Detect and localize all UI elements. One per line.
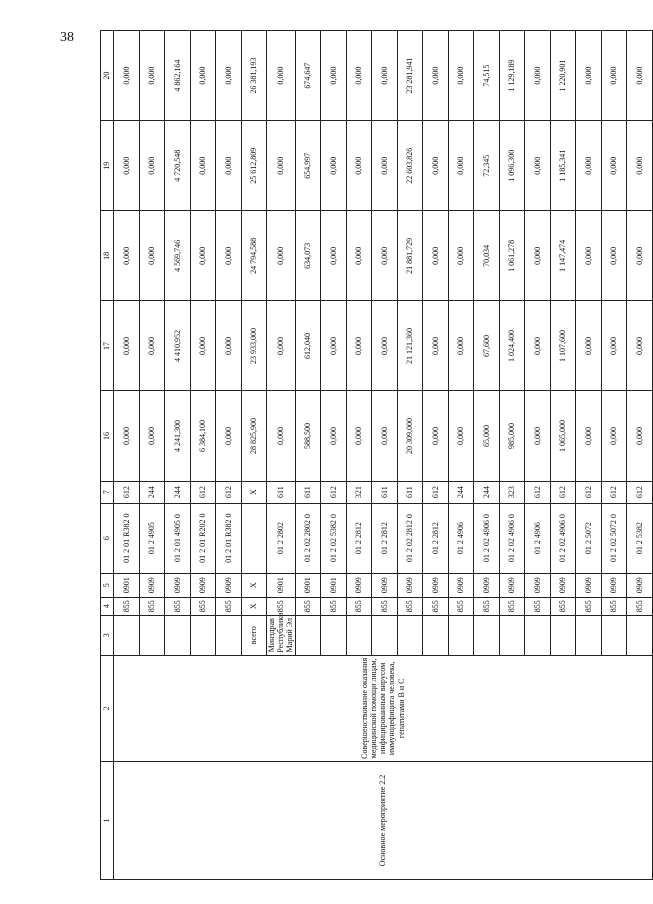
cell-c3 (165, 615, 191, 655)
cell-c4: 855 (295, 597, 321, 615)
cell-c3 (448, 615, 474, 655)
cell-c18: 0,000 (601, 211, 627, 301)
cell-c4: 855 (346, 597, 372, 615)
cell-c17: 0,000 (372, 301, 398, 391)
cell-c17: 67,600 (474, 301, 500, 391)
cell-c19: 1 185,341 (550, 121, 576, 211)
cell-c5: 0909 (525, 573, 551, 597)
cell-c18: 70,034 (474, 211, 500, 301)
cell-c3 (576, 615, 602, 655)
cell-c4: 855 (448, 597, 474, 615)
cell-c20: 0,000 (372, 31, 398, 121)
cell-c7: 612 (576, 481, 602, 503)
cell-c16: 4 241,300 (165, 391, 191, 481)
cell-c7: 244 (448, 481, 474, 503)
cell-c17: 0,000 (321, 301, 347, 391)
cell-c19: 4 720,548 (165, 121, 191, 211)
cell-c20: 23 281,941 (397, 31, 423, 121)
cell-c16: 28 825,900 (241, 391, 267, 481)
cell-c6: 01 2 2812 (423, 503, 449, 573)
cell-c17: 0,000 (627, 301, 653, 391)
cell-c3 (216, 615, 242, 655)
cell-c19: 0,000 (321, 121, 347, 211)
cell-c20: 74,515 (474, 31, 500, 121)
cell-c4: 855 (216, 597, 242, 615)
cell-c20: 0,000 (448, 31, 474, 121)
cell-c3: всего (241, 615, 267, 655)
cell-c5: 0901 (114, 573, 140, 597)
cell-c5: 0909 (372, 573, 398, 597)
cell-c5: 0909 (423, 573, 449, 597)
cell-c3 (372, 615, 398, 655)
cell-c18: 0,000 (216, 211, 242, 301)
cell-c18: 24 794,588 (241, 211, 267, 301)
column-header: 1 (101, 761, 114, 879)
cell-c3 (114, 615, 140, 655)
cell-c19: 0,000 (190, 121, 216, 211)
cell-c17: 612,040 (295, 301, 321, 391)
cell-c18: 0,000 (525, 211, 551, 301)
cell-c4: 855 (190, 597, 216, 615)
cell-c18: 0,000 (423, 211, 449, 301)
column-header: 16 (101, 391, 114, 481)
cell-c17: 23 933,000 (241, 301, 267, 391)
cell-c19: 0,000 (216, 121, 242, 211)
cell-c20: 0,000 (267, 31, 296, 121)
cell-c7: 321 (346, 481, 372, 503)
cell-c18: 0,000 (627, 211, 653, 301)
cell-c3 (601, 615, 627, 655)
column-header: 6 (101, 503, 114, 573)
cell-c4: 855 (139, 597, 165, 615)
cell-c5: 0909 (346, 573, 372, 597)
cell-c20: 1 129,189 (499, 31, 525, 121)
cell-c19: 25 612,809 (241, 121, 267, 211)
cell-c20: 0,000 (601, 31, 627, 121)
cell-c17: 0,000 (601, 301, 627, 391)
cell-c7: 612 (601, 481, 627, 503)
column-header: 3 (101, 615, 114, 655)
cell-c18: 0,000 (321, 211, 347, 301)
cell-c5: 0909 (216, 573, 242, 597)
cell-c7: 612 (627, 481, 653, 503)
cell-c20: 0,000 (576, 31, 602, 121)
cell-c4: 855 (423, 597, 449, 615)
cell-c5: 0901 (321, 573, 347, 597)
cell-c20: 0,000 (216, 31, 242, 121)
cell-c19: 72,345 (474, 121, 500, 211)
cell-c7: 611 (267, 481, 296, 503)
cell-c4: 855 (474, 597, 500, 615)
cell-c7: 244 (165, 481, 191, 503)
cell-c6: 01 2 02 2802 0 (295, 503, 321, 573)
cell-c16: 985,000 (499, 391, 525, 481)
cell-c6: 01 2 4905 (139, 503, 165, 573)
cell-c7: 612 (114, 481, 140, 503)
cell-c7: 611 (295, 481, 321, 503)
cell-c19: 0,000 (423, 121, 449, 211)
page-number: 38 (60, 30, 74, 45)
cell-c20: 0,000 (525, 31, 551, 121)
cell-c4: 855 (114, 597, 140, 615)
cell-c5: 0909 (139, 573, 165, 597)
cell-c19: 0,000 (346, 121, 372, 211)
cell-c7: X (241, 481, 267, 503)
cell-c7: 244 (474, 481, 500, 503)
column-header: 7 (101, 481, 114, 503)
cell-c20: 26 381,193 (241, 31, 267, 121)
cell-c6: 01 2 01 4905 0 (165, 503, 191, 573)
cell-c20: 0,000 (139, 31, 165, 121)
cell-c17: 0,000 (423, 301, 449, 391)
cell-c7: 612 (321, 481, 347, 503)
cell-c20: 0,000 (321, 31, 347, 121)
cell-c17: 1 024,400 (499, 301, 525, 391)
cell-c20: 0,000 (423, 31, 449, 121)
cell-c7: 612 (190, 481, 216, 503)
cell-c6: 01 2 02 5382 0 (321, 503, 347, 573)
cell-c4: X (241, 597, 267, 615)
cell-c16: 1 065,000 (550, 391, 576, 481)
cell-c16: 0,000 (576, 391, 602, 481)
cell-c19: 22 603,826 (397, 121, 423, 211)
cell-c19: 0,000 (267, 121, 296, 211)
cell-c19: 0,000 (139, 121, 165, 211)
cell-c19: 0,000 (448, 121, 474, 211)
cell-c18: 0,000 (114, 211, 140, 301)
cell-c18: 0,000 (190, 211, 216, 301)
cell-c18: 0,000 (267, 211, 296, 301)
cell-c18: 634,073 (295, 211, 321, 301)
cell-c16: 0,000 (372, 391, 398, 481)
cell-c18: 0,000 (576, 211, 602, 301)
cell-c6: 01 2 4906 (448, 503, 474, 573)
cell-c5: 0909 (499, 573, 525, 597)
cell-c5: 0909 (190, 573, 216, 597)
cell-c20: 0,000 (346, 31, 372, 121)
cell-c18: 1 147,474 (550, 211, 576, 301)
cell-c16: 0,000 (525, 391, 551, 481)
cell-c6: 01 2 2812 (372, 503, 398, 573)
cell-c19: 0,000 (627, 121, 653, 211)
cell-c16: 0,000 (601, 391, 627, 481)
cell-c6: 01 2 02 2812 0 (397, 503, 423, 573)
column-header: 2 (101, 655, 114, 761)
cell-c3 (295, 615, 321, 655)
cell-c17: 21 121,360 (397, 301, 423, 391)
cell-c16: 588,500 (295, 391, 321, 481)
cell-c6: 01 2 01 R382 0 (216, 503, 242, 573)
cell-c6: 01 2 02 4906 0 (550, 503, 576, 573)
column-header: 20 (101, 31, 114, 121)
cell-c6: 01 2 2802 (267, 503, 296, 573)
column-header: 4 (101, 597, 114, 615)
cell-c4: 855 (525, 597, 551, 615)
cell-c17: 0,000 (448, 301, 474, 391)
cell-c17: 0,000 (576, 301, 602, 391)
cell-c19: 0,000 (372, 121, 398, 211)
cell-c16: 0,000 (448, 391, 474, 481)
cell-c16: 6 384,100 (190, 391, 216, 481)
cell-c17: 0,000 (346, 301, 372, 391)
cell-c3: Минздрав Республики Марий Эл (267, 615, 296, 655)
cell-c6: 01 2 2812 (346, 503, 372, 573)
cell-c16: 0,000 (216, 391, 242, 481)
cell-c4: 855 (321, 597, 347, 615)
cell-c6: 01 2 01 R382 0 (114, 503, 140, 573)
cell-c6 (241, 503, 267, 573)
cell-c3 (321, 615, 347, 655)
cell-c16: 0,000 (321, 391, 347, 481)
cell-c20: 1 220,901 (550, 31, 576, 121)
cell-c5: 0909 (601, 573, 627, 597)
cell-c19: 0,000 (525, 121, 551, 211)
cell-c6: 01 2 5382 (627, 503, 653, 573)
budget-table (100, 30, 653, 880)
column-header: 17 (101, 301, 114, 391)
cell-c16: 20 309,000 (397, 391, 423, 481)
cell-c19: 0,000 (114, 121, 140, 211)
column-header: 18 (101, 211, 114, 301)
cell-c16: 0,000 (423, 391, 449, 481)
cell-c4: 855 (550, 597, 576, 615)
column-header: 5 (101, 573, 114, 597)
cell-c16: 65,000 (474, 391, 500, 481)
cell-c5: X (241, 573, 267, 597)
cell-c7: 612 (216, 481, 242, 503)
cell-c18: 0,000 (372, 211, 398, 301)
cell-c18: 0,000 (448, 211, 474, 301)
cell-c18: 0,000 (139, 211, 165, 301)
cell-c18: 4 569,746 (165, 211, 191, 301)
cell-c16: 0,000 (627, 391, 653, 481)
cell-c4: 855 (601, 597, 627, 615)
cell-c20: 0,000 (190, 31, 216, 121)
cell-c7: 612 (525, 481, 551, 503)
cell-c16: 0,000 (267, 391, 296, 481)
cell-c5: 0901 (295, 573, 321, 597)
cell-c17: 0,000 (525, 301, 551, 391)
cell-c20: 674,647 (295, 31, 321, 121)
cell-c3 (139, 615, 165, 655)
cell-c19: 654,997 (295, 121, 321, 211)
cell-c4: 855 (267, 597, 296, 615)
cell-c17: 0,000 (139, 301, 165, 391)
cell-c5: 0901 (267, 573, 296, 597)
cell-c7: 612 (550, 481, 576, 503)
header-row (101, 31, 114, 880)
cell-c3 (550, 615, 576, 655)
cell-c18: 1 061,278 (499, 211, 525, 301)
cell-c4: 855 (499, 597, 525, 615)
cell-c4: 855 (627, 597, 653, 615)
cell-c17: 0,000 (114, 301, 140, 391)
cell-c5: 0909 (627, 573, 653, 597)
cell-c3 (525, 615, 551, 655)
cell-c17: 4 410,952 (165, 301, 191, 391)
cell-c5: 0909 (474, 573, 500, 597)
cell-c4: 855 (576, 597, 602, 615)
cell-c6: 01 2 02 4906 0 (499, 503, 525, 573)
cell-c3 (346, 615, 372, 655)
cell-c6: 01 2 5072 (576, 503, 602, 573)
cell-c4: 855 (397, 597, 423, 615)
cell-c6: 01 2 4906 (525, 503, 551, 573)
cell-c3 (423, 615, 449, 655)
cell-c20: 4 862,164 (165, 31, 191, 121)
table-row (114, 31, 140, 880)
cell-c5: 0909 (550, 573, 576, 597)
cell-c3 (627, 615, 653, 655)
rotated-table-container (100, 30, 644, 880)
cell-c7: 611 (372, 481, 398, 503)
cell-c18: 0,000 (346, 211, 372, 301)
cell-c6: 01 2 01 R202 0 (190, 503, 216, 573)
cell-c17: 0,000 (267, 301, 296, 391)
cell-c20: 0,000 (627, 31, 653, 121)
cell-c7: 612 (423, 481, 449, 503)
cell-c6: 01 2 02 4906 0 (474, 503, 500, 573)
cell-c4: 855 (372, 597, 398, 615)
cell-c16: 0,000 (346, 391, 372, 481)
column-header: 19 (101, 121, 114, 211)
cell-c20: 0,000 (114, 31, 140, 121)
cell-c5: 0909 (165, 573, 191, 597)
cell-c19: 0,000 (576, 121, 602, 211)
cell-c17: 0,000 (190, 301, 216, 391)
event-description-cell: Совершенствование оказания медицинской помощи лицам, инфицированным вирусом иммунодефицита человека, гепатитами В и С (114, 655, 653, 761)
cell-c5: 0909 (576, 573, 602, 597)
cell-c4: 855 (165, 597, 191, 615)
cell-c17: 0,000 (216, 301, 242, 391)
cell-c19: 1 096,300 (499, 121, 525, 211)
event-title-cell: Основное мероприятие 2.2 (114, 761, 653, 879)
cell-c19: 0,000 (601, 121, 627, 211)
cell-c18: 21 881,729 (397, 211, 423, 301)
cell-c3 (499, 615, 525, 655)
cell-c7: 244 (139, 481, 165, 503)
cell-c3 (190, 615, 216, 655)
cell-c7: 323 (499, 481, 525, 503)
table-body (114, 31, 653, 880)
cell-c5: 0909 (448, 573, 474, 597)
cell-c16: 0,000 (139, 391, 165, 481)
cell-c16: 0,000 (114, 391, 140, 481)
cell-c5: 0909 (397, 573, 423, 597)
cell-c7: 611 (397, 481, 423, 503)
cell-c3 (474, 615, 500, 655)
cell-c17: 1 107,600 (550, 301, 576, 391)
cell-c3 (397, 615, 423, 655)
cell-c6: 01 2 02 5072 0 (601, 503, 627, 573)
